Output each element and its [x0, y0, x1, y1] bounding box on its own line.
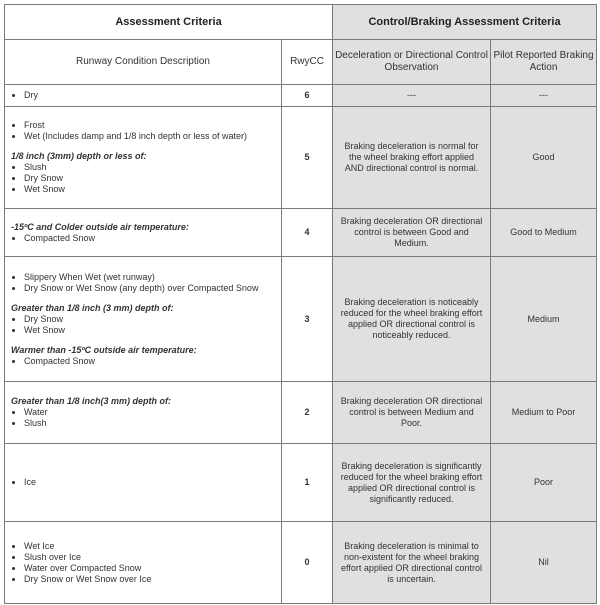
table-row — [5, 85, 597, 107]
condition-item: • Water over Compacted Snow — [24, 563, 273, 574]
deceleration-observation-cell: Braking deceleration is noticeably reduced for the wheel braking effort applied OR directional control is noticeably reduced. — [333, 257, 491, 382]
condition-description-cell — [5, 444, 282, 522]
condition-item: • Compacted Snow — [24, 233, 273, 244]
braking-action-cell: Medium — [491, 257, 597, 382]
col-header-description: Runway Condition Description — [5, 40, 282, 85]
condition-list — [11, 162, 273, 195]
condition-subheading: 1/8 inch (3mm) depth or less of: — [11, 151, 147, 161]
condition-list — [11, 120, 273, 142]
condition-item: • Slush — [24, 418, 273, 429]
condition-list — [11, 90, 273, 101]
col-header-observation: Deceleration or Directional Control Observation — [333, 40, 491, 85]
col-header-braking-action: Pilot Reported Braking Action — [491, 40, 597, 85]
deceleration-observation-cell: Braking deceleration is significantly reduced for the wheel braking effort applied OR directional control is significantly reduced. — [333, 444, 491, 522]
braking-action-cell: --- — [491, 85, 597, 107]
condition-item: • Frost — [24, 120, 273, 131]
braking-action-cell: Good — [491, 107, 597, 209]
condition-list — [11, 272, 273, 294]
condition-description-cell — [5, 522, 282, 604]
condition-item: • Compacted Snow — [24, 356, 273, 367]
rwycc-value: 0 — [282, 522, 333, 604]
condition-item: • Dry Snow or Wet Snow (any depth) over Compacted Snow — [24, 283, 273, 294]
table-row — [5, 107, 597, 209]
condition-item: • Wet Ice — [24, 541, 273, 552]
condition-item: • Wet Snow — [24, 325, 273, 336]
condition-list — [11, 407, 273, 429]
rwycc-value: 3 — [282, 257, 333, 382]
condition-list — [11, 314, 273, 336]
condition-item: • Slush over Ice — [24, 552, 273, 563]
condition-subheading: -15ºC and Colder outside air temperature: — [11, 221, 189, 232]
condition-item: • Ice — [24, 477, 273, 488]
condition-list — [11, 541, 273, 585]
table-row — [5, 209, 597, 257]
condition-list — [11, 356, 273, 367]
condition-description-cell — [5, 107, 282, 209]
table-row — [5, 382, 597, 444]
condition-description-cell — [5, 382, 282, 444]
condition-subheading: Greater than 1/8 inch(3 mm) depth of: — [11, 396, 172, 406]
rwycc-value: 6 — [282, 85, 333, 107]
deceleration-observation-cell: Braking deceleration OR directional control is between Good and Medium. — [333, 209, 491, 257]
braking-action-cell: Nil — [491, 522, 597, 604]
deceleration-observation-cell: Braking deceleration is normal for the wheel braking effort applied AND directional control is normal. — [333, 107, 491, 209]
condition-item: • Dry Snow — [24, 314, 273, 325]
control-braking-criteria-heading: Control/Braking Assessment Criteria — [333, 5, 597, 40]
condition-item: • Dry Snow — [24, 173, 273, 184]
table-row — [5, 444, 597, 522]
braking-action-cell: Medium to Poor — [491, 382, 597, 444]
condition-item: • Slush — [24, 162, 273, 173]
table-row — [5, 522, 597, 604]
deceleration-observation-cell: Braking deceleration is minimal to non-existent for the wheel braking effort applied OR directional control is uncertain. — [333, 522, 491, 604]
condition-item: • Wet (Includes damp and 1/8 inch depth or less of water) — [24, 131, 273, 142]
rwycc-value: 1 — [282, 444, 333, 522]
condition-description-cell — [5, 85, 282, 107]
condition-item: • Dry Snow or Wet Snow over Ice — [24, 574, 273, 585]
rwycc-value: 2 — [282, 382, 333, 444]
condition-item: • Dry — [24, 90, 273, 101]
assessment-criteria-heading: Assessment Criteria — [5, 5, 333, 40]
rwycc-value: 5 — [282, 107, 333, 209]
braking-action-cell: Good to Medium — [491, 209, 597, 257]
condition-item: • Slippery When Wet (wet runway) — [24, 272, 273, 283]
condition-list — [11, 233, 273, 244]
condition-subheading: Greater than 1/8 inch (3 mm) depth of: — [11, 302, 174, 313]
condition-description-cell — [5, 257, 282, 382]
condition-description-cell — [5, 209, 282, 257]
braking-action-cell: Poor — [491, 444, 597, 522]
col-header-rwycc: RwyCC — [282, 40, 333, 85]
deceleration-observation-cell: --- — [333, 85, 491, 107]
matrix-body — [5, 85, 597, 604]
condition-item: • Water — [24, 407, 273, 418]
table-row — [5, 257, 597, 382]
runway-condition-matrix — [4, 4, 597, 604]
deceleration-observation-cell: Braking deceleration OR directional control is between Medium and Poor. — [333, 382, 491, 444]
rwycc-value: 4 — [282, 209, 333, 257]
condition-subheading: Warmer than -15ºC outside air temperature: — [11, 344, 197, 355]
condition-list — [11, 477, 273, 488]
condition-item: • Wet Snow — [24, 184, 273, 195]
